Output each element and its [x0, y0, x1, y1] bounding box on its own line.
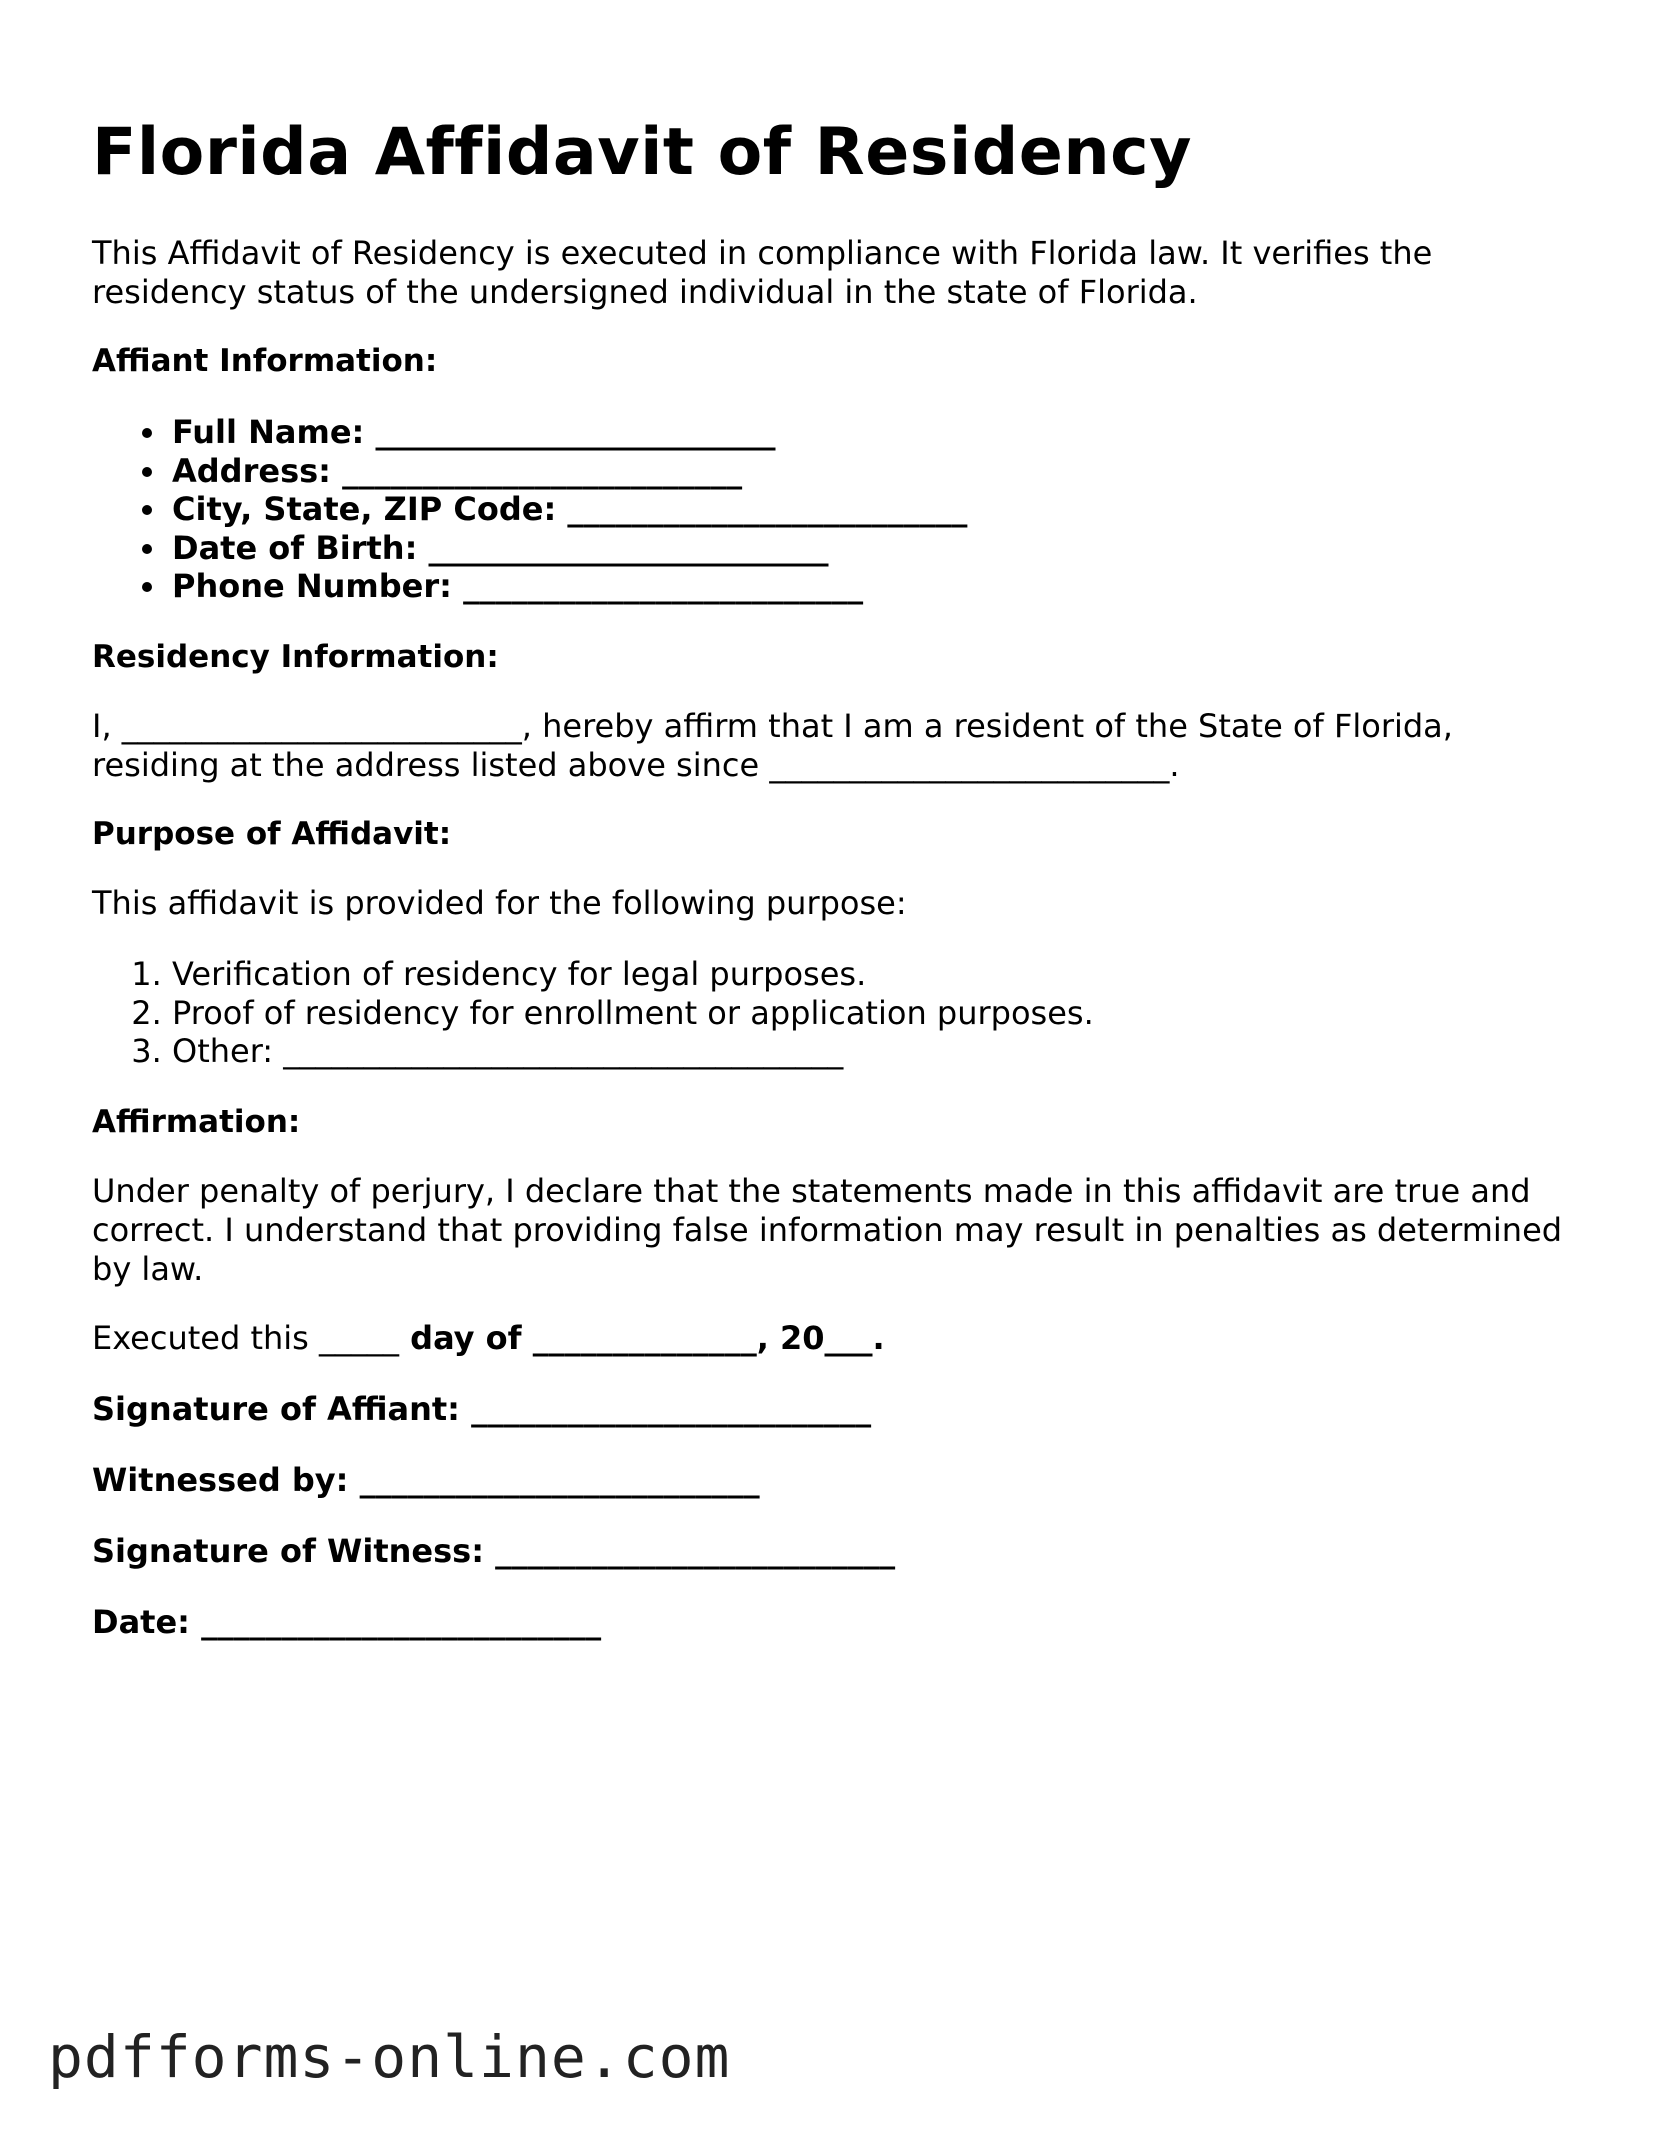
document-page	[92, 110, 1582, 1642]
affirmation-heading: Affirmation:	[92, 1103, 301, 1140]
witnessed-by-line: Witnessed by: _________________________	[92, 1460, 760, 1499]
purpose-list	[92, 955, 1582, 1071]
field-date-of-birth: Date of Birth: _________________________	[172, 529, 1582, 568]
purpose-item-verification: 1. Verification of residency for legal purposes.	[172, 955, 1582, 994]
purpose-lead: This affidavit is provided for the following purpose:	[92, 883, 907, 922]
executed-prefix: Executed this _____	[92, 1318, 400, 1357]
residency-line-1: I, _________________________, hereby affirm that I am a resident of the State of Florida,	[92, 706, 1453, 745]
residency-statement	[92, 707, 1582, 785]
site-watermark: pdfforms-online.com	[48, 2023, 731, 2091]
document-title: Florida Affidavit of Residency	[92, 115, 1193, 190]
field-full-name: Full Name: _________________________	[172, 413, 1582, 452]
date-line: Date: _________________________	[92, 1602, 602, 1641]
purpose-heading: Purpose of Affidavit:	[92, 815, 452, 852]
field-city-state-zip: City, State, ZIP Code: _________________________	[172, 490, 1582, 529]
field-phone-number: Phone Number: _________________________	[172, 567, 1582, 606]
signature-witness-line: Signature of Witness: _________________________	[92, 1531, 896, 1570]
executed-line	[92, 1319, 1582, 1358]
signature-affiant-line: Signature of Affiant: _________________________	[92, 1389, 872, 1428]
field-address: Address: _________________________	[172, 452, 1582, 491]
purpose-item-other: 3. Other: ___________________________________	[172, 1032, 1582, 1071]
executed-suffix: day of ______________, 20___.	[399, 1318, 885, 1357]
affiant-heading: Affiant Information:	[92, 343, 438, 379]
affirmation-text: Under penalty of perjury, I declare that the statements made in this affidavit are true and correct. I understand that providing false information may result in penalties as determined by law.	[92, 1171, 1563, 1288]
affiant-fields-list	[92, 413, 1582, 606]
residency-heading: Residency Information:	[92, 638, 499, 675]
purpose-item-proof: 2. Proof of residency for enrollment or application purposes.	[172, 994, 1582, 1033]
intro-paragraph: This Affidavit of Residency is executed in compliance with Florida law. It verifies the residency status of the undersigned individual in the state of Florida.	[92, 234, 1433, 311]
residency-line-2: residing at the address listed above since _________________________.	[92, 745, 1180, 784]
